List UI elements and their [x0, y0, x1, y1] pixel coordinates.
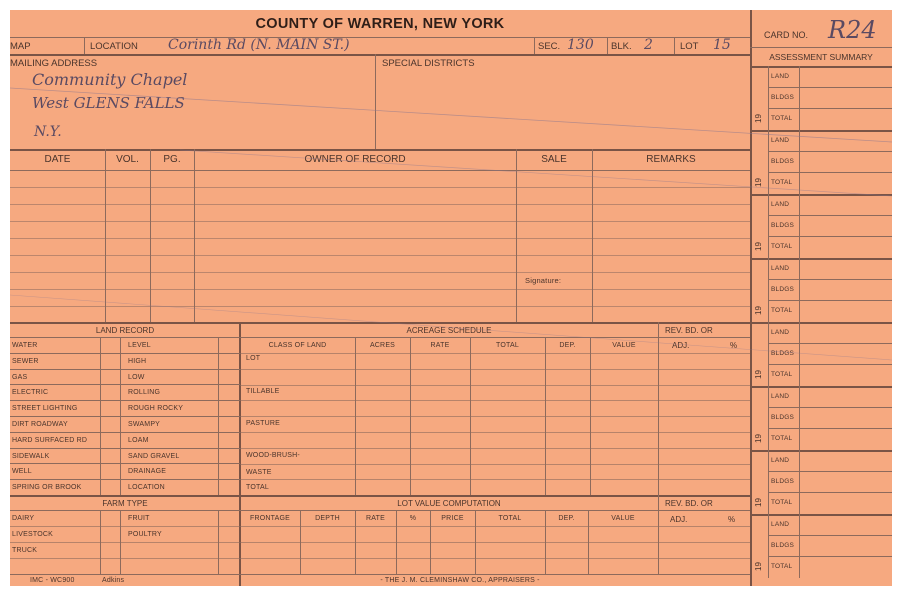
acreage-schedule-title: ACREAGE SCHEDULE — [406, 326, 492, 335]
mailing-line-2: West GLENS FALLS — [32, 94, 185, 112]
assessment-row-label: TOTAL — [771, 115, 793, 122]
card-no-value: R24 — [828, 16, 877, 44]
assessment-row-label: LAND — [771, 201, 790, 208]
land-class-label: TOTAL — [246, 484, 269, 491]
lot-value-col-header: TOTAL — [498, 515, 522, 522]
lot-pct-label: % — [728, 515, 736, 524]
lot-value-col-header: % — [409, 515, 417, 522]
utility-label: WATER — [12, 342, 38, 349]
year-label: 19 — [753, 114, 763, 123]
assessment-row-label: BLDGS — [771, 414, 795, 421]
assessment-row-label: BLDGS — [771, 350, 795, 357]
lot-value-title: LOT VALUE COMPUTATION — [397, 499, 501, 508]
year-label: 19 — [753, 178, 763, 187]
farm-type-label: FRUIT — [128, 515, 150, 522]
acreage-adj-label: ADJ. — [672, 341, 690, 350]
col-header-owner-of-record: OWNER OF RECORD — [304, 154, 406, 165]
assessment-row-label: LAND — [771, 265, 790, 272]
acreage-col-header: CLASS OF LAND — [268, 342, 327, 349]
year-label: 19 — [753, 498, 763, 507]
location-value: Corinth Rd (N. MAIN ST.) — [168, 37, 350, 53]
lot-value: 15 — [713, 37, 731, 53]
col-header-vol: VOL. — [116, 154, 139, 165]
assessment-row-label: TOTAL — [771, 307, 793, 314]
utility-label: DIRT ROADWAY — [12, 421, 68, 428]
lot-rev-label: REV. BD. OR — [665, 499, 713, 508]
assessment-row-label: BLDGS — [771, 94, 795, 101]
col-header-remarks: REMARKS — [646, 154, 696, 165]
lot-label: LOT — [680, 41, 699, 52]
acreage-pct-label: % — [730, 341, 738, 350]
signature-label: Signature: — [525, 276, 562, 285]
blk-label: BLK. — [611, 41, 632, 52]
assessment-row-label: LAND — [771, 137, 790, 144]
blk-value: 2 — [644, 37, 653, 53]
utility-label: WELL — [12, 468, 32, 476]
mailing-line-3: N.Y. — [34, 124, 62, 140]
year-label: 19 — [753, 434, 763, 443]
special-districts-label: SPECIAL DISTRICTS — [382, 58, 475, 69]
col-header-sale: SALE — [541, 154, 567, 165]
assessment-row-label: TOTAL — [771, 563, 793, 570]
col-header-pg: PG. — [163, 154, 181, 165]
farm-type-label: POULTRY — [128, 531, 162, 538]
land-record-title: LAND RECORD — [95, 326, 155, 335]
assessment-row-label: BLDGS — [771, 542, 795, 549]
form-code: IMC - WC900 — [30, 577, 75, 584]
lot-adj-label: ADJ. — [670, 515, 688, 524]
acreage-col-header: DEP. — [559, 342, 576, 349]
land-class-label: WASTE — [246, 469, 272, 476]
assessment-row-label: BLDGS — [771, 286, 795, 293]
pencil-strokes — [10, 10, 892, 586]
acreage-col-header: VALUE — [612, 342, 636, 349]
terrain-label: SWAMPY — [128, 421, 161, 428]
assessment-row-label: BLDGS — [771, 158, 795, 165]
assessment-row-label: BLDGS — [771, 478, 795, 485]
farm-type-label: DAIRY — [12, 515, 35, 522]
assessment-row-label: LAND — [771, 457, 790, 464]
appraisers-credit: - THE J. M. CLEMINSHAW CO., APPRAISERS - — [380, 577, 540, 584]
lot-value-col-header: VALUE — [611, 515, 635, 522]
assessment-row-label: TOTAL — [771, 243, 793, 250]
assessment-row-label: TOTAL — [771, 371, 793, 378]
utility-label: HARD SURFACED RD — [12, 436, 88, 444]
terrain-label: SAND GRAVEL — [128, 452, 180, 460]
map-label: MAP — [10, 41, 31, 52]
county-title: COUNTY OF WARREN, NEW YORK — [255, 16, 505, 32]
land-class-label: TILLABLE — [246, 388, 280, 395]
mailing-line-1: Community Chapel — [32, 70, 188, 89]
card-no-label: CARD NO. — [764, 30, 809, 40]
printer-name: Adkins — [102, 577, 125, 584]
utility-label: SPRING OR BROOK — [12, 484, 82, 492]
assessment-row-label: LAND — [771, 393, 790, 400]
farm-type-title: FARM TYPE — [102, 499, 148, 508]
terrain-label: LEVEL — [128, 342, 151, 349]
acreage-col-header: RATE — [430, 342, 450, 349]
land-class-label: LOT — [246, 355, 261, 362]
utility-label: SIDEWALK — [12, 452, 50, 460]
assessment-row-label: BLDGS — [771, 222, 795, 229]
acreage-col-header: TOTAL — [496, 342, 519, 349]
sec-label: SEC. — [538, 41, 561, 52]
terrain-label: ROUGH ROCKY — [128, 405, 184, 413]
land-class-label: WOOD-BRUSH- — [246, 452, 300, 459]
mailing-address-label: MAILING ADDRESS — [10, 58, 98, 69]
terrain-label: DRAINAGE — [128, 468, 167, 476]
year-label: 19 — [753, 242, 763, 251]
lot-value-col-header: DEPTH — [315, 515, 340, 522]
assessment-row-label: LAND — [771, 521, 790, 528]
col-header-date: DATE — [44, 154, 71, 165]
terrain-label: LOCATION — [128, 484, 165, 492]
location-label: LOCATION — [90, 41, 138, 52]
lot-value-col-header: FRONTAGE — [250, 515, 290, 522]
terrain-label: HIGH — [128, 357, 147, 365]
assessment-row-label: LAND — [771, 329, 790, 336]
acreage-col-header: ACRES — [369, 342, 396, 349]
farm-type-label: TRUCK — [12, 547, 38, 554]
assessment-summary-title: ASSESSMENT SUMMARY — [769, 52, 873, 62]
terrain-label: LOW — [128, 373, 145, 381]
year-label: 19 — [753, 370, 763, 379]
farm-type-label: LIVESTOCK — [12, 531, 53, 538]
land-class-label: PASTURE — [246, 420, 280, 427]
utility-label: GAS — [12, 373, 28, 381]
assessment-row-label: TOTAL — [771, 435, 793, 442]
assessment-row-label: TOTAL — [771, 179, 793, 186]
terrain-label: ROLLING — [128, 389, 161, 397]
sec-value: 130 — [567, 37, 594, 53]
acreage-rev-label: REV. BD. OR — [665, 326, 713, 335]
lot-value-col-header: PRICE — [441, 515, 464, 522]
utility-label: ELECTRIC — [12, 389, 49, 397]
lot-value-col-header: DEP. — [558, 515, 575, 522]
assessment-row-label: TOTAL — [771, 499, 793, 506]
utility-label: STREET LIGHTING — [12, 405, 78, 413]
lot-value-col-header: RATE — [366, 515, 385, 522]
assessment-row-label: LAND — [771, 73, 790, 80]
terrain-label: LOAM — [128, 436, 149, 444]
assessment-card — [10, 10, 892, 586]
year-label: 19 — [753, 306, 763, 315]
year-label: 19 — [753, 562, 763, 571]
utility-label: SEWER — [12, 357, 39, 365]
